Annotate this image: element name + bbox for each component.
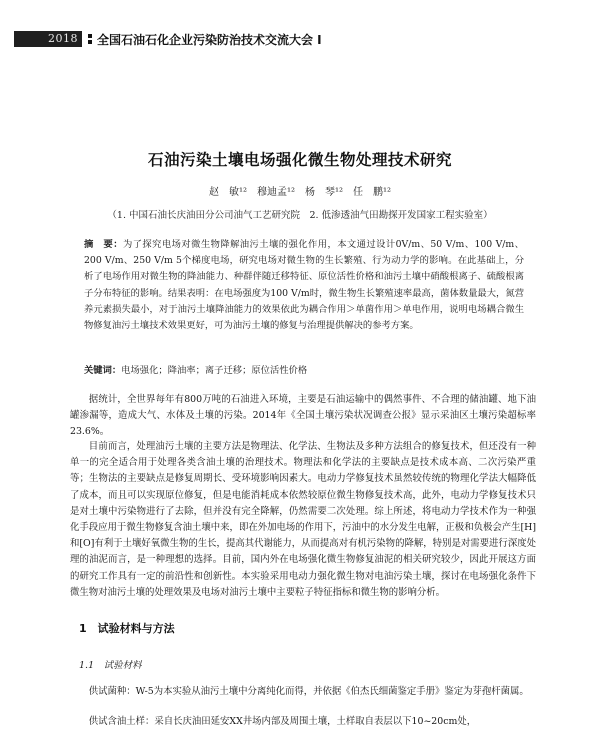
keywords bbox=[84, 363, 524, 378]
header-bullet-icon bbox=[88, 34, 92, 44]
body-paragraph: 据统计，全世界每年有800万吨的石油进入环境，主要是石油运输中的偶然事件、不合理的储油罐、地下油罐渗漏等，造成大气、水体及土壤的污染。2014年《全国土壤污染状况调查公报》显示采油区土壤污染超标率23.6%。 bbox=[70, 394, 536, 438]
running-header bbox=[14, 30, 322, 48]
section-heading: 1 试验材料与方法 bbox=[79, 622, 175, 635]
body-paragraph: 供试含油土样：采自长庆油田延安XX井场内部及周围土壤，土样取自表层以下10~20cm处， bbox=[88, 716, 477, 727]
paper-authors: 赵 敏¹² 穆迪孟¹² 杨 琴¹² 任 鹏¹² bbox=[208, 187, 392, 198]
paper-affiliation: （1. 中国石油长庆油田分公司油气工艺研究院 2. 低渗透油气田勘探开发国家工程实验室） bbox=[107, 210, 493, 221]
subsection-heading: 1.1 试验材料 bbox=[79, 660, 142, 671]
abstract-label: 摘 要： bbox=[84, 239, 123, 250]
body-paragraph: 目前而言，处理油污土壤的主要方法是物理法、化学法、生物法及多种方法组合的修复技术，但还没有一种单一的完全适合用于处理各类含油土壤的治理技术。物理法和化学法的主要缺点是技术成本高、二次污染严重等；生物法的主要缺点是修复周期长、受环境影响因素大。电动力学修复技术虽然较传统的物理化学法大幅降低了成本，而且可以实现原位修复，但是电能消耗成本依然较原位微生物修复技术高，此外，电动力学修复技术只是对土壤中污染物进行了去除，但并没有完全降解，仍然需要二次处理。综上所述，将电动力学技术作为一种强化手段应用于微生物修复含油土壤中来，即在外加电场的作用下，污油中的水分发生电解，正极和负极会产生[H]和[O]有利于土壤好氧微生物的生长，提高其代谢能力，从而提高对有机污染物的降解，特别是对需要进行深度处理的油泥而言，是一种理想的选择。目前，国内外在电场强化微生物修复油泥的相关研究较少，因此开展这方面的研究工作具有一定的前沿性和创新性。本实验采用电动力强化微生物对电油污染土壤，探讨在电场强化条件下微生物对油污土壤的处理效果及电场对油污土壤中主要粒子特征指标和微生物的影响分析。 bbox=[70, 441, 536, 598]
abstract-text: 为了探究电场对微生物降解油污土壤的强化作用，本文通过设计0V/m、50 V/m、100 V/m、200 V/m、250 V/m 5个梯度电场，研究电场对微生物的生长繁殖、行为动力学的影响。在此基础上，分析了电场作用对微生物的降油能力、种群伴随迁移特征、原位活性价格和油污土壤中硝酸根离子、硫酸根离子分布特征的影响。结果表明：在电场强度为100 V/m时，微生物生长繁殖速率最高，菌体数量最大，氮营养元素损失最小，对于油污土壤降油能力的效果依此为耦合作用＞单菌作用＞单电作用，说明电场耦合微生物修复油污土壤技术效果更好，可为油污土壤的修复与治理提供解决的参考方案。 bbox=[84, 239, 524, 332]
body-paragraph: 供试菌种：W-5为本实验从油污土壤中分离纯化而得，并依据《伯杰氏细菌鉴定手册》鉴定为芽孢杆菌属。 bbox=[88, 686, 529, 697]
keywords-text: 电场强化；降油率；离子迁移；原位活性价格 bbox=[121, 365, 308, 376]
keywords-label: 关键词： bbox=[84, 365, 122, 376]
header-year: 2018 bbox=[14, 31, 82, 47]
paper-title: 石油污染土壤电场强化微生物处理技术研究 bbox=[147, 150, 452, 169]
abstract bbox=[84, 237, 524, 334]
conference-name: 全国石油石化企业污染防治技术交流大会 I bbox=[97, 32, 322, 47]
